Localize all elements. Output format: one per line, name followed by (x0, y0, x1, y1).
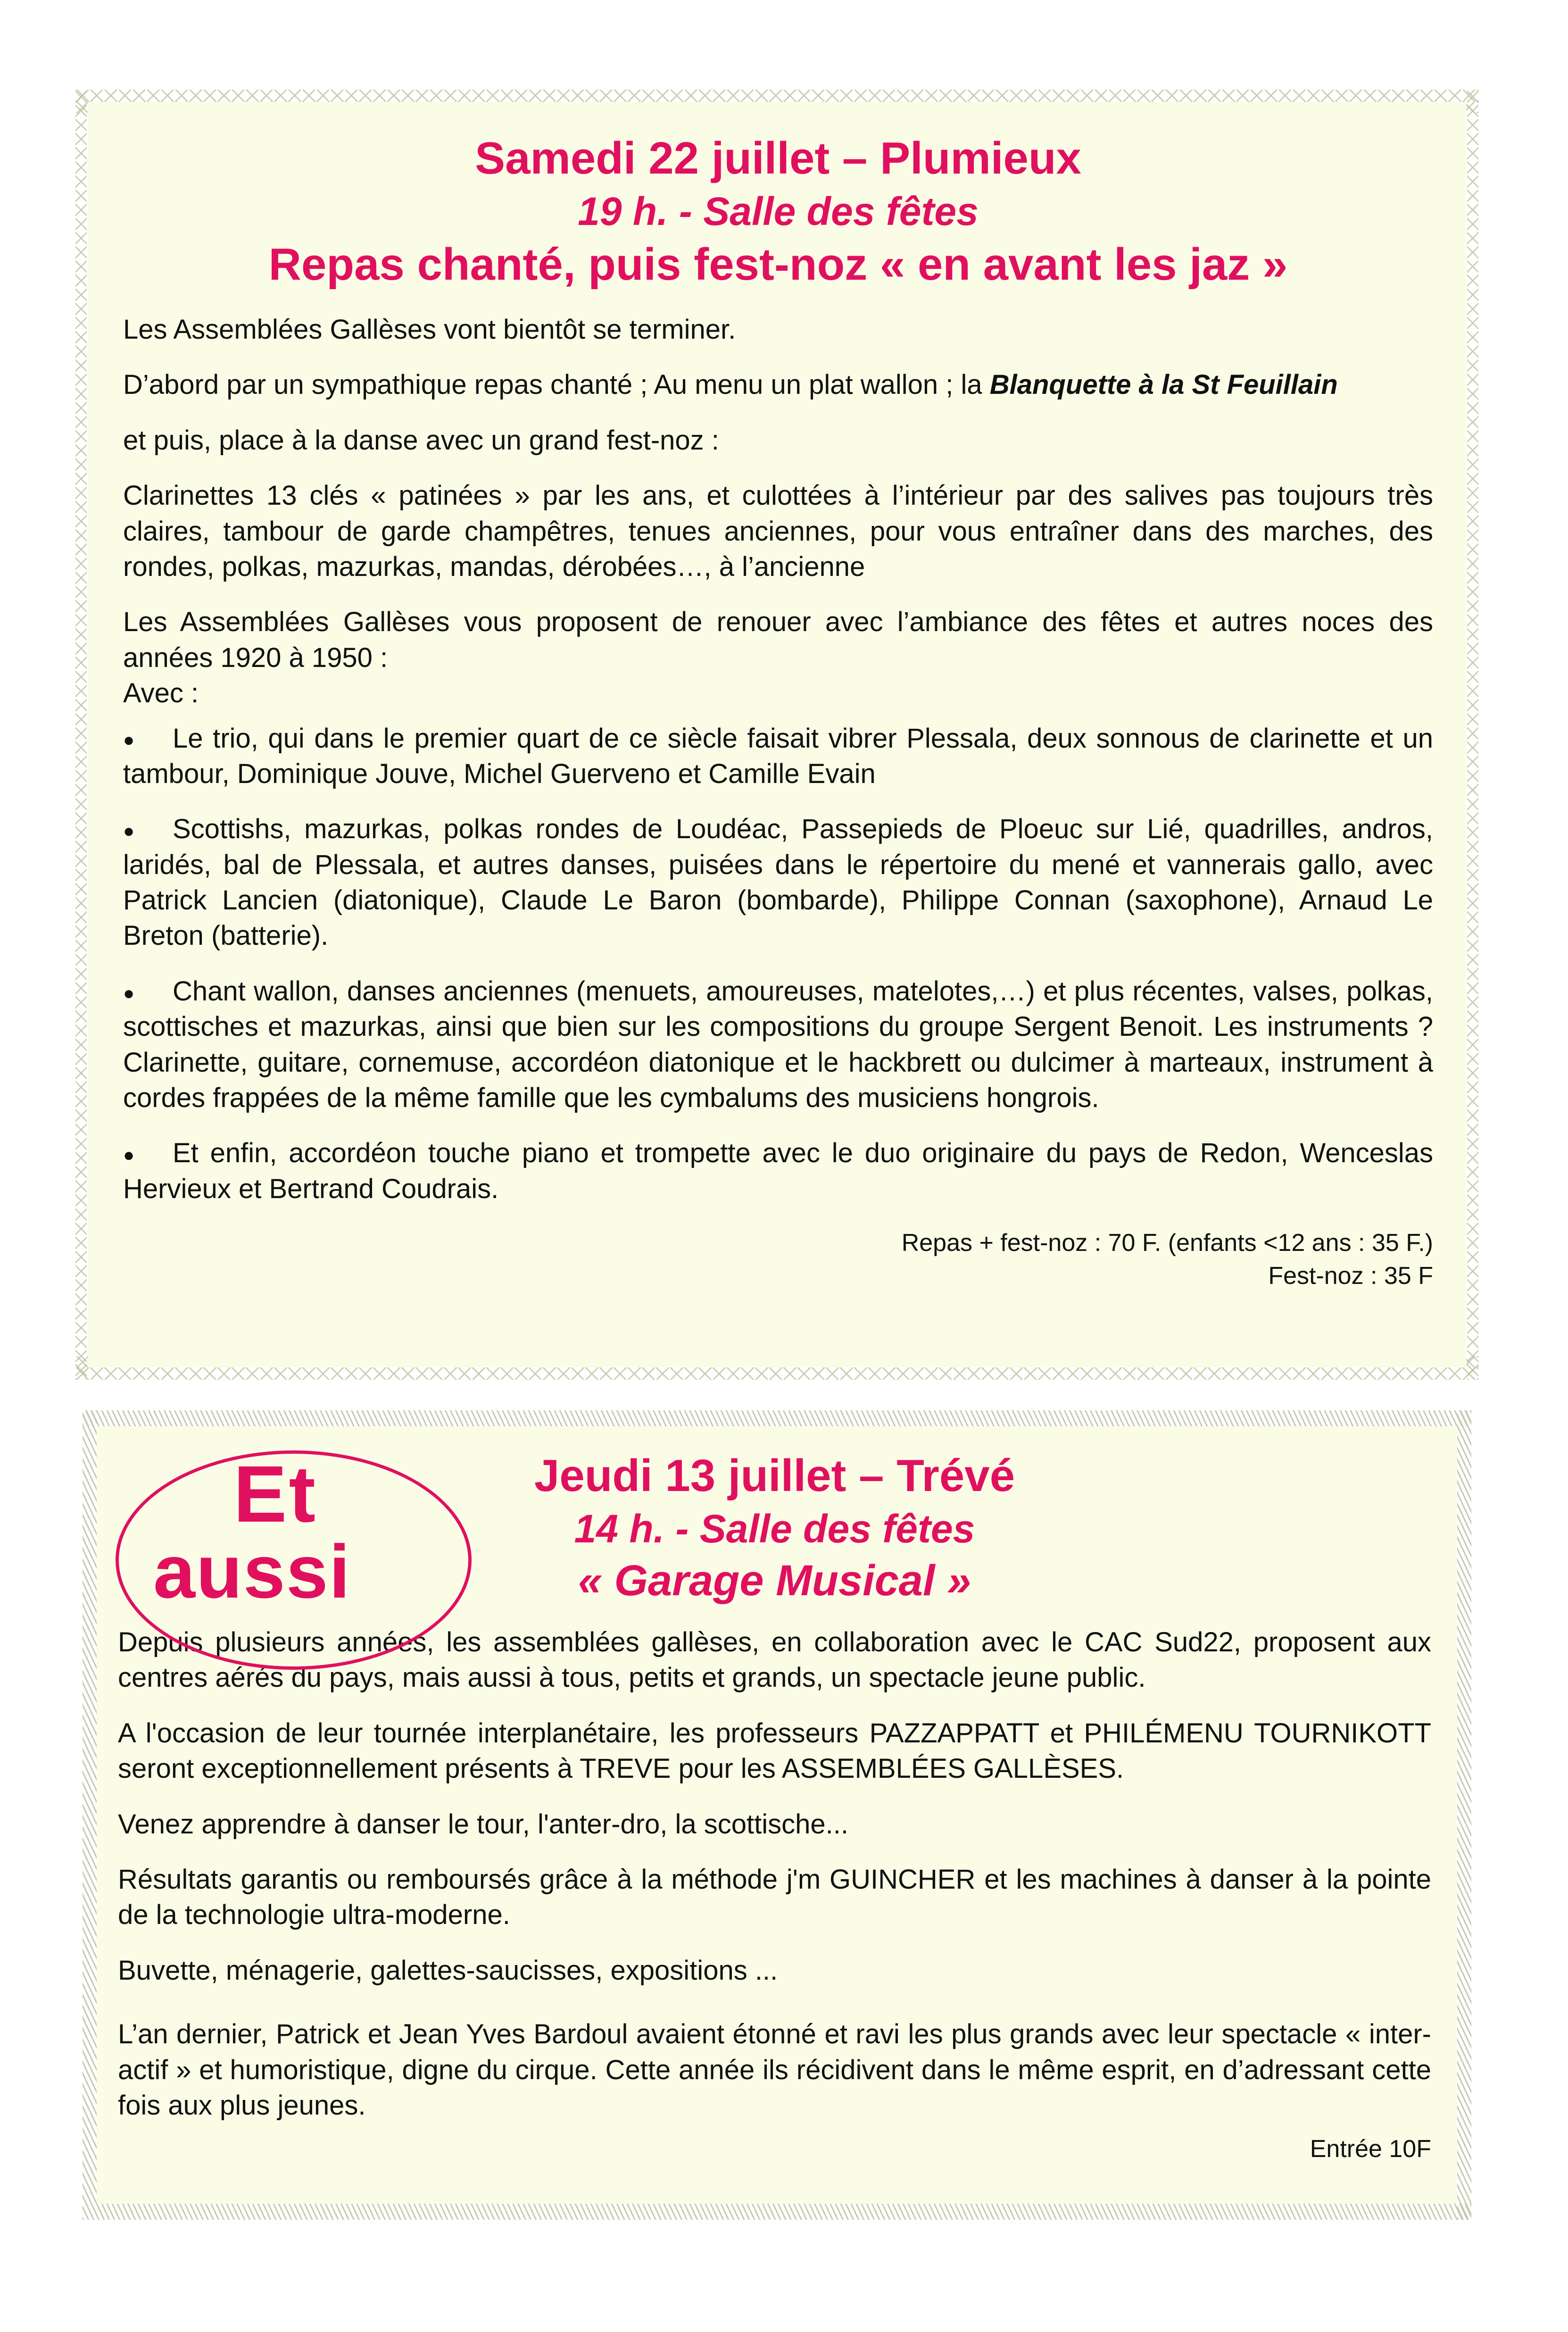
dish-name: Blanquette à la St Feuillain (989, 369, 1338, 400)
bullet-icon (123, 974, 173, 1009)
event-title: Jeudi 13 juillet – Trévé (534, 1450, 1015, 1501)
bullet-item (123, 1135, 1433, 1207)
event-headline: « Garage Musical » (578, 1557, 971, 1605)
intro-paragraph: Les Assemblées Gallèses vont bientôt se terminer. (123, 314, 736, 345)
hatch-border-top (83, 1410, 1471, 1426)
bullet-text: Et enfin, accordéon touche piano et trompette avec le duo originaire du pays de Redon, Wenceslas Hervieux et Bertrand Coudrais. (123, 1138, 1433, 1204)
event-title: Samedi 22 juillet – Plumieux (475, 133, 1081, 183)
avec-label: Avec : (123, 678, 199, 709)
event2-heading (410, 1448, 1139, 1608)
event-headline: Repas chanté, puis fest-noz « en avant les jaz » (268, 239, 1288, 290)
menu-paragraph (123, 367, 1433, 402)
ambiance-text: Les Assemblées Gallèses vous proposent de renouer avec l’ambiance des fêtes et autres noces des années 1920 à 1950 : (123, 607, 1433, 673)
hatch-border-right (1457, 1410, 1471, 2220)
event-plumieux-panel (75, 90, 1478, 1380)
hatch-border-bottom (83, 2204, 1471, 2220)
paragraph: Depuis plusieurs années, les assemblées gallèses, en collaboration avec le CAC Sud22, proposent aux centres aérés du pays, mais aussi à tous, petits et grands, un spectacle jeune public. (118, 1627, 1431, 1693)
bullet-icon (123, 721, 173, 756)
paragraph: Résultats garantis ou remboursés grâce à la méthode j'm GUINCHER et les machines à danser à la pointe de la technologie ultra-moderne. (118, 1864, 1431, 1931)
ambiance-paragraph (123, 604, 1433, 711)
paragraph: L’an dernier, Patrick et Jean Yves Bardoul avaient étonné et ravi les plus grands avec leur spectacle « inter-actif » et humoristique, digne du cirque. Cette année ils récidivent dans le même esprit, en d’adressant cette fois aux plus jeunes. (118, 2019, 1431, 2121)
bullet-text: Le trio, qui dans le premier quart de ce siècle faisait vibrer Plessala, deux sonnous de clarinette et un tambour, Dominique Jouve, Michel Guerveno et Camille Evain (123, 723, 1433, 789)
bullet-text: Chant wallon, danses anciennes (menuets, amoureuses, matelotes,…) et plus récentes, valses, polkas, scottisches et mazurkas, ainsi que bien sur les compositions du groupe Sergent Benoit. Les instruments ? Clarinette, guitare, cornemuse, accordéon diatonique et le hackbrett ou dulcimer à marteaux, instrument à cordes frappées de la même famille que les cymbalums des musiciens hongrois. (123, 975, 1433, 1114)
event-time-venue: 19 h. - Salle des fêtes (578, 189, 979, 233)
badge-text-aussi: aussi (153, 1529, 351, 1614)
bullet-text: Scottishs, mazurkas, polkas rondes de Loudéac, Passepieds de Ploeuc sur Lié, quadrilles, andros, laridés, bal de Plessala, et autres danses, puisées dans le répertoire du mené et vannerais gallo, avec Patrick Lancien (diatonique), Claude Le Baron (bombarde), Philippe Connan (saxophone), Arnaud Le Breton (batterie). (123, 814, 1433, 951)
paragraph: Venez apprendre à danser le tour, l'anter-dro, la scottische... (118, 1808, 848, 1840)
bullet-item (123, 974, 1433, 1116)
paragraph: A l'occasion de leur tournée interplanétaire, les professeurs PAZZAPPATT et PHILÉMENU TOURNIKOTT seront exceptionnellement présents à TREVE pour les ASSEMBLÉES GALLÈSES. (118, 1717, 1431, 1784)
menu-text: D’abord par un sympathique repas chanté ; Au menu un plat wallon ; la (123, 369, 990, 400)
price-repas-festnoz: Repas + fest-noz : 70 F. (enfants <12 ans : 35 F.) (901, 1229, 1433, 1257)
bullet-item (123, 721, 1433, 792)
dance-intro-paragraph: et puis, place à la danse avec un grand fest-noz : (123, 425, 719, 456)
event-time-venue: 14 h. - Salle des fêtes (574, 1507, 975, 1551)
price-festnoz: Fest-noz : 35 F (1268, 1262, 1433, 1290)
bullet-icon (123, 811, 173, 847)
bullet-item (123, 811, 1433, 954)
hatch-border-left (83, 1410, 97, 2220)
badge-text-et: Et (233, 1449, 317, 1539)
price-entree: Entrée 10F (1310, 2135, 1431, 2163)
clarinets-paragraph: Clarinettes 13 clés « patinées » par les ans, et culottées à l’intérieur par des salives pas toujours très claires, tambour de garde champêtres, tenues anciennes, pour vous entraîner dans des marches, des rondes, polkas, mazurkas, mandas, dérobées…, à l’ancienne (123, 480, 1433, 582)
bullet-icon (123, 1135, 173, 1171)
paragraph: Buvette, ménagerie, galettes-saucisses, expositions ... (118, 1955, 778, 1986)
